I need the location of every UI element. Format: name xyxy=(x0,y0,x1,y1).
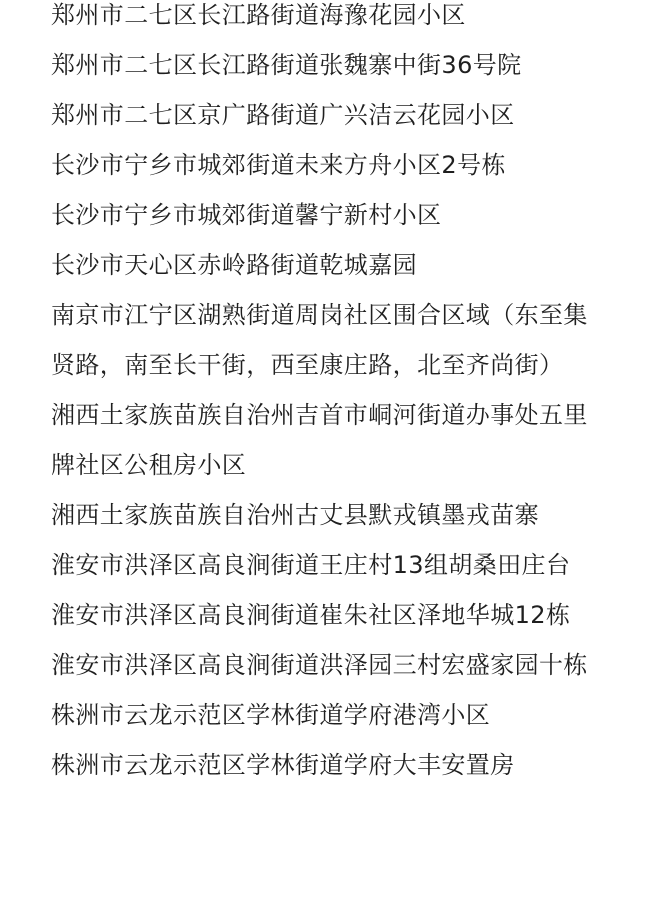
list-item: 郑州市二七区京广路街道广兴洁云花园小区 xyxy=(51,101,515,129)
list-item: 郑州市二七区长江路街道海豫花园小区 xyxy=(51,1,466,29)
list-item: 长沙市宁乡市城郊街道馨宁新村小区 xyxy=(51,201,442,229)
list-item: 湘西土家族苗族自治州吉首市峒河街道办事处五里牌社区公租房小区 xyxy=(51,401,588,479)
list-item: 淮安市洪泽区高良涧街道洪泽园三村宏盛家园十栋 xyxy=(51,651,588,679)
list-item: 长沙市宁乡市城郊街道未来方舟小区2号栋 xyxy=(51,151,506,179)
address-list xyxy=(51,0,603,790)
list-item: 淮安市洪泽区高良涧街道崔朱社区泽地华城12栋 xyxy=(51,601,571,629)
list-item: 株洲市云龙示范区学林街道学府大丰安置房 xyxy=(51,751,515,779)
list-item: 湘西土家族苗族自治州古丈县默戎镇墨戎苗寨 xyxy=(51,501,539,529)
list-item: 株洲市云龙示范区学林街道学府港湾小区 xyxy=(51,701,491,729)
list-item: 郑州市二七区长江路街道张魏寨中街36号院 xyxy=(51,51,522,79)
list-item: 南京市江宁区湖熟街道周岗社区围合区域（东至集贤路，南至长干街，西至康庄路，北至齐尚街） xyxy=(51,301,588,379)
list-item: 长沙市天心区赤岭路街道乾城嘉园 xyxy=(51,251,417,279)
list-item: 淮安市洪泽区高良涧街道王庄村13组胡桑田庄台 xyxy=(51,551,571,579)
